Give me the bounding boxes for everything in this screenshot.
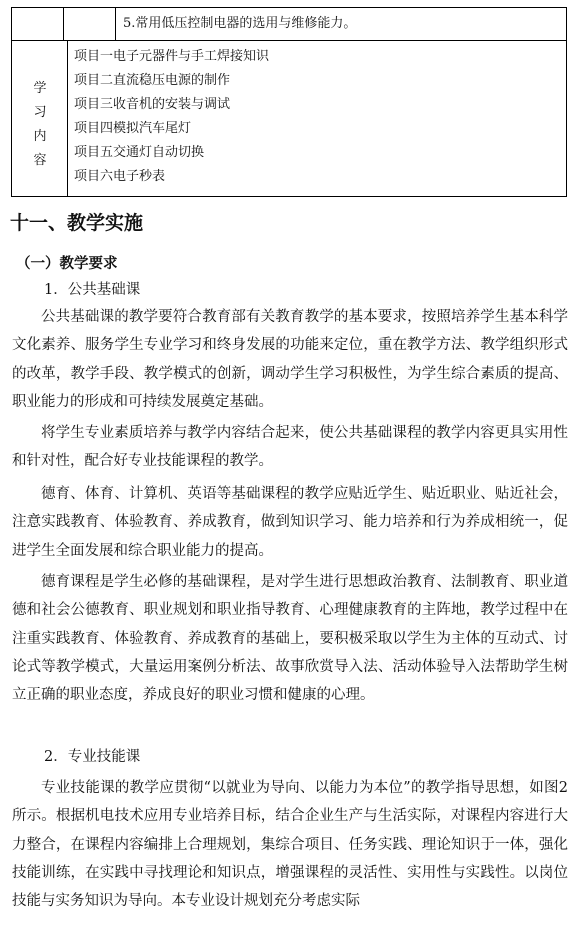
table-item: 项目五交通灯自动切换 bbox=[74, 145, 205, 160]
public-paragraph-4: 德育课程是学生必修的基础课程，是对学生进行思想政治教育、法制教育、职业道德和社会公德教育、职业规划和职业指导教育、心理健康教育的主阵地，教学过程中在注重实践教育、体验教育、养成教育的基础上，要积极采取以学生为主体的互动式、讨论式等教学模式，大量运用案例分析法、故事欣赏导入法、活动体验导入法帮助学生树立正确的职业态度，养成良好的职业习惯和健康的心理。 bbox=[12, 574, 568, 704]
public-paragraph-2: 将学生专业素质培养与教学内容结合起来，使公共基础课程的教学内容更具实用性和针对性，配合好专业技能课程的教学。 bbox=[12, 425, 568, 470]
professional-paragraph-1: 专业技能课的教学应贯彻“以就业为导向、以能力为本位”的教学指导思想，如图2所示。根据机电技术应用专业培养目标，结合企业生产与生活实际，对课程内容进行大力整合，在课程内容编排上合理规划，集综合项目、任务实践、理论知识于一体，强化技能训练，在实践中寻找理论和知识点，增强课程的灵活性、实用性与实践性。以岗位技能与实务知识为导向。本专业设计规划充分考虑实际 bbox=[12, 780, 568, 910]
table-col-divider-top-right bbox=[115, 7, 116, 41]
table-item: 项目四模拟汽车尾灯 bbox=[74, 121, 192, 136]
side-label-char: 习 bbox=[33, 105, 47, 120]
subsection-title: （一）教学要求 bbox=[16, 256, 118, 272]
curriculum-table bbox=[11, 7, 567, 197]
table-top-row-text: 5.常用低压控制电器的选用与维修能力。 bbox=[123, 16, 357, 31]
public-paragraph-3: 德育、体育、计算机、英语等基础课程的教学应贴近学生、贴近职业、贴近社会，注意实践教育、体验教育、养成教育，做到知识学习、能力培养和行为养成相统一，促进学生全面发展和综合职业能力的提高。 bbox=[12, 486, 568, 559]
table-col-divider-top-left bbox=[63, 7, 64, 41]
table-item: 项目六电子秒表 bbox=[74, 169, 166, 184]
table-row-divider bbox=[11, 40, 567, 41]
side-label-char: 内 bbox=[33, 129, 47, 144]
table-item: 项目二直流稳压电源的制作 bbox=[74, 73, 231, 88]
table-item: 项目一电子元器件与手工焊接知识 bbox=[74, 49, 270, 64]
table-col-divider-bottom bbox=[67, 40, 68, 197]
public-paragraph-1: 公共基础课的教学要符合教育部有关教育教学的基本要求，按照培养学生基本科学文化素养、服务学生专业学习和终身发展的功能来定位，重在教学方法、教学组织形式的改革，教学手段、教学模式的创新，调动学生学习积极性，为学生综合素质的提高、职业能力的形成和可持续发展奠定基础。 bbox=[12, 309, 568, 410]
section-title: 十一、教学实施 bbox=[10, 212, 144, 234]
public-course-heading: 1．公共基础课 bbox=[44, 282, 141, 298]
side-label-char: 学 bbox=[33, 81, 47, 96]
table-item: 项目三收音机的安装与调试 bbox=[74, 97, 231, 112]
professional-course-heading: 2．专业技能课 bbox=[44, 749, 141, 765]
side-label-char: 容 bbox=[33, 153, 47, 168]
